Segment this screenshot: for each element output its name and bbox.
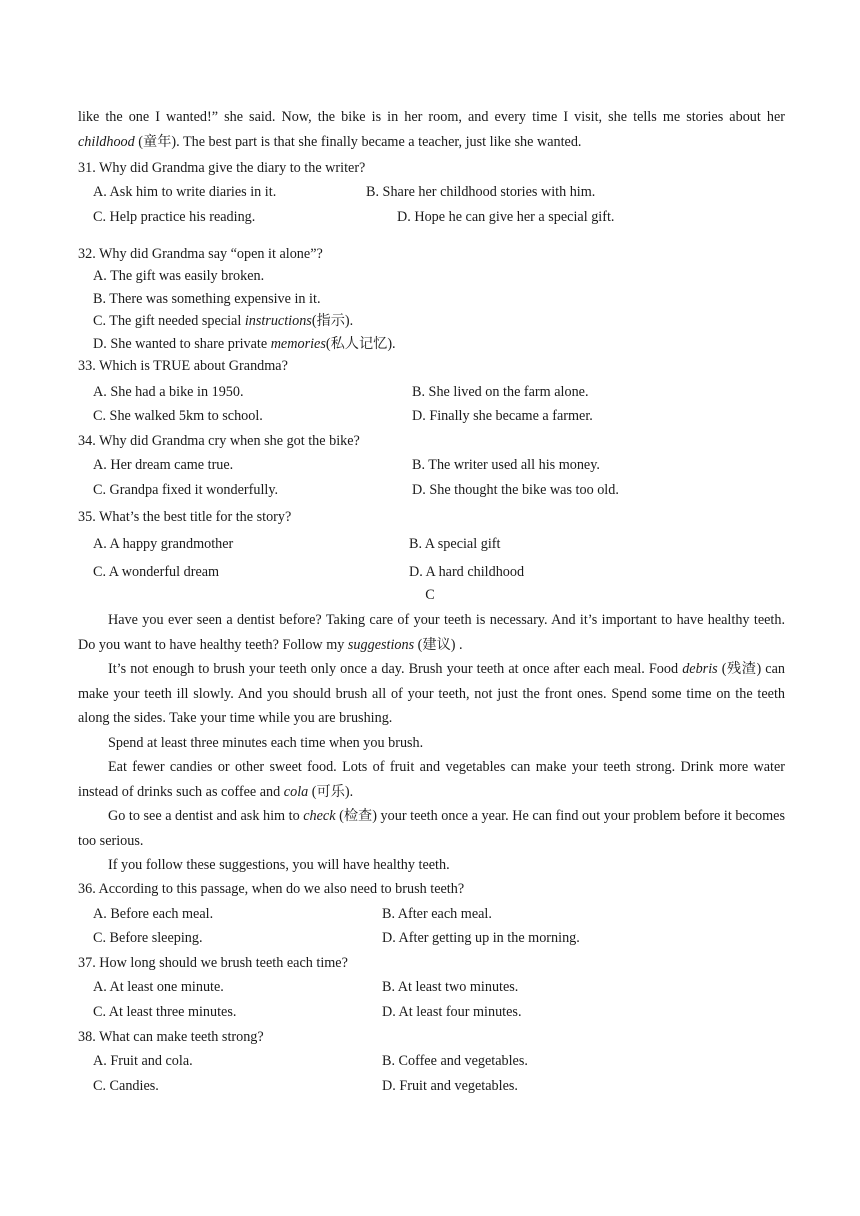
question-33-option-a[interactable]: A. She had a bike in 1950. xyxy=(93,384,244,400)
question-31-stem: 31. Why did Grandma give the diary to the writer? xyxy=(78,160,366,176)
passage-c-paragraph-5: Go to see a dentist and ask him to check (检查) your teeth once a year. He can find out your problem before it becomes too serious. xyxy=(78,808,786,849)
section-c-label: C xyxy=(425,587,435,603)
question-38-option-d[interactable]: D. Fruit and vegetables. xyxy=(382,1078,518,1094)
passage-c-paragraph-4: Eat fewer candies or other sweet food. Lots of fruit and vegetables can make your teeth strong. Drink more water instead of drinks such as coffee and cola (可乐). xyxy=(78,759,785,800)
vocab-word: childhood xyxy=(78,133,135,150)
question-33-option-d[interactable]: D. Finally she became a farmer. xyxy=(412,408,593,424)
question-37-option-b[interactable]: B. At least two minutes. xyxy=(382,979,519,995)
question-36-option-c[interactable]: C. Before sleeping. xyxy=(93,930,203,946)
question-35-option-b[interactable]: B. A special gift xyxy=(409,536,501,552)
question-31-option-d[interactable]: D. Hope he can give her a special gift. xyxy=(397,209,615,225)
question-36-option-d[interactable]: D. After getting up in the morning. xyxy=(382,930,580,946)
question-35-option-a[interactable]: A. A happy grandmother xyxy=(93,536,234,552)
question-37-option-a[interactable]: A. At least one minute. xyxy=(93,979,224,995)
question-32-option-b[interactable]: B. There was something expensive in it. xyxy=(93,291,321,307)
question-32-option-c[interactable]: C. The gift needed special instructions(指示). xyxy=(93,313,354,329)
question-34-option-a[interactable]: A. Her dream came true. xyxy=(93,457,234,473)
question-34-option-d[interactable]: D. She thought the bike was too old. xyxy=(412,482,619,498)
passage-c-paragraph-2: It’s not enough to brush your teeth only once a day. Brush your teeth at once after each meal. Food debris (残渣) can make your teeth ill slowly. And you should brush all of your teeth, not just the front ones. Spend some time on the teeth along the sides. Take your time while you are brushing. xyxy=(78,661,785,726)
passage-c-paragraph-3: Spend at least three minutes each time when you brush. xyxy=(108,735,424,751)
question-37-option-d[interactable]: D. At least four minutes. xyxy=(382,1004,522,1020)
question-31-option-a[interactable]: A. Ask him to write diaries in it. xyxy=(93,184,277,200)
question-38-option-b[interactable]: B. Coffee and vegetables. xyxy=(382,1053,528,1069)
question-38-stem: 38. What can make teeth strong? xyxy=(78,1029,264,1045)
question-38-option-c[interactable]: C. Candies. xyxy=(93,1078,159,1094)
question-33-stem: 33. Which is TRUE about Grandma? xyxy=(78,358,288,374)
question-35-option-d[interactable]: D. A hard childhood xyxy=(409,564,525,580)
passage-b-closing-paragraph xyxy=(78,105,785,154)
passage-text: (童年). The best part is that she finally became a teacher, just like she wanted. xyxy=(134,133,582,150)
question-32-option-a[interactable]: A. The gift was easily broken. xyxy=(93,268,265,284)
question-34-stem: 34. Why did Grandma cry when she got the bike? xyxy=(78,433,360,449)
question-34-option-c[interactable]: C. Grandpa fixed it wonderfully. xyxy=(93,482,279,498)
question-34-option-b[interactable]: B. The writer used all his money. xyxy=(412,457,600,473)
question-32-option-d[interactable]: D. She wanted to share private memories(私人记忆). xyxy=(93,336,396,352)
question-36-option-b[interactable]: B. After each meal. xyxy=(382,906,492,922)
question-37-stem: 37. How long should we brush teeth each time? xyxy=(78,955,348,971)
question-31-option-c[interactable]: C. Help practice his reading. xyxy=(93,209,256,225)
question-31-option-b[interactable]: B. Share her childhood stories with him. xyxy=(366,184,596,200)
passage-text: like the one I wanted!” she said. Now, the bike is in her room, and every time I visit, she tells me stories about her xyxy=(78,109,785,125)
question-33-option-b[interactable]: B. She lived on the farm alone. xyxy=(412,384,589,400)
passage-c-paragraph-6: If you follow these suggestions, you will have healthy teeth. xyxy=(108,857,450,873)
passage-c-paragraph-1: Have you ever seen a dentist before? Taking care of your teeth is necessary. And it’s important to have healthy teeth. Do you want to have healthy teeth? Follow my suggestions (建议) . xyxy=(78,612,785,653)
question-36-option-a[interactable]: A. Before each meal. xyxy=(93,906,214,922)
question-32-stem: 32. Why did Grandma say “open it alone”? xyxy=(78,246,323,262)
question-33-option-c[interactable]: C. She walked 5km to school. xyxy=(93,408,263,424)
question-38-option-a[interactable]: A. Fruit and cola. xyxy=(93,1053,193,1069)
question-37-option-c[interactable]: C. At least three minutes. xyxy=(93,1004,237,1020)
question-35-stem: 35. What’s the best title for the story? xyxy=(78,509,292,525)
question-35-option-c[interactable]: C. A wonderful dream xyxy=(93,564,220,580)
question-36-stem: 36. According to this passage, when do we also need to brush teeth? xyxy=(78,881,465,897)
